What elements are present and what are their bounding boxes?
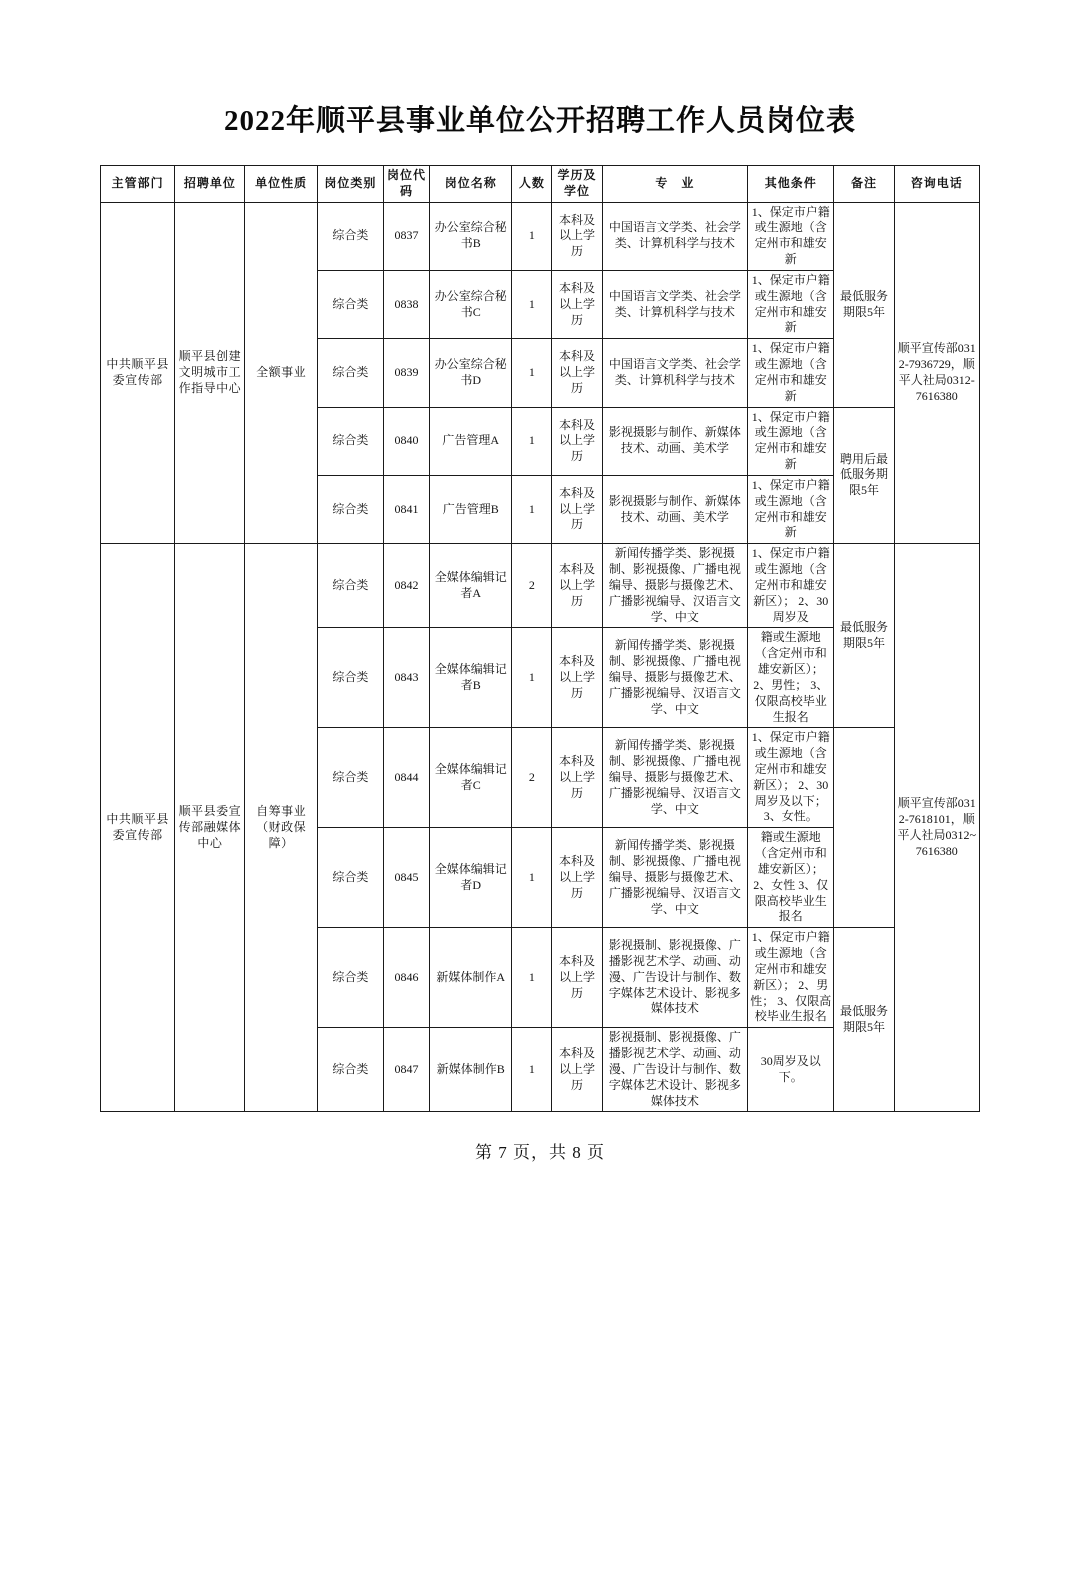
cell-phone: 顺平宣传部0312-7618101，顺平人社局0312~7616380 <box>894 544 979 1112</box>
cell-code: 0837 <box>383 202 429 270</box>
cell-major: 影视摄影与制作、新媒体技术、动画、美术学 <box>602 475 747 543</box>
header-education: 学历及学位 <box>552 166 602 203</box>
cell-count: 1 <box>512 407 552 475</box>
header-nature: 单位性质 <box>245 166 317 203</box>
cell-conditions: 1、保定市户籍或生源地（含定州市和雄安新区）； 2、男性； 3、仅限高校毕业生报名 <box>748 928 834 1028</box>
header-dept: 主管部门 <box>101 166 175 203</box>
cell-nature: 全额事业 <box>245 202 317 544</box>
cell-code: 0846 <box>383 928 429 1028</box>
cell-category: 综合类 <box>317 475 383 543</box>
cell-position-name: 办公室综合秘书B <box>430 202 512 270</box>
header-unit: 招聘单位 <box>175 166 245 203</box>
header-code: 岗位代码 <box>383 166 429 203</box>
cell-category: 综合类 <box>317 828 383 928</box>
cell-education: 本科及以上学历 <box>552 928 602 1028</box>
cell-major: 新闻传播学类、影视摄制、影视摄像、广播电视编导、摄影与摄像艺术、广播影视编导、汉语言文学、中文 <box>602 828 747 928</box>
cell-education: 本科及以上学历 <box>552 270 602 338</box>
cell-education: 本科及以上学历 <box>552 828 602 928</box>
cell-category: 综合类 <box>317 928 383 1028</box>
cell-dept: 中共顺平县委宣传部 <box>101 544 175 1112</box>
page-title: 2022年顺平县事业单位公开招聘工作人员岗位表 <box>223 105 856 137</box>
header-other-conditions: 其他条件 <box>748 166 834 203</box>
cell-count: 1 <box>512 628 552 728</box>
cell-major: 影视摄制、影视摄像、广播影视艺术学、动画、动漫、广告设计与制作、数字媒体艺术设计、影视多媒体技术 <box>602 1028 747 1112</box>
cell-major: 新闻传播学类、影视摄制、影视摄像、广播电视编导、摄影与摄像艺术、广播影视编导、汉语言文学、中文 <box>602 728 747 828</box>
header-phone: 咨询电话 <box>894 166 979 203</box>
cell-code: 0838 <box>383 270 429 338</box>
cell-code: 0840 <box>383 407 429 475</box>
cell-code: 0841 <box>383 475 429 543</box>
cell-education: 本科及以上学历 <box>552 475 602 543</box>
table-row <box>101 544 980 628</box>
cell-major: 新闻传播学类、影视摄制、影视摄像、广播电视编导、摄影与摄像艺术、广播影视编导、汉语言文学、中文 <box>602 628 747 728</box>
cell-position-name: 全媒体编辑记者B <box>430 628 512 728</box>
table-header-row <box>101 166 980 203</box>
cell-major: 影视摄制、影视摄像、广播影视艺术学、动画、动漫、广告设计与制作、数字媒体艺术设计、影视多媒体技术 <box>602 928 747 1028</box>
cell-dept: 中共顺平县委宣传部 <box>101 202 175 544</box>
cell-category: 综合类 <box>317 628 383 728</box>
cell-conditions: 1、保定市户籍或生源地（含定州市和雄安新 <box>748 475 834 543</box>
header-note: 备注 <box>834 166 894 203</box>
cell-conditions: 1、保定市户籍或生源地（含定州市和雄安新区）； 2、30周岁及以下； 3、女性。 <box>748 728 834 828</box>
cell-major: 影视摄影与制作、新媒体技术、动画、美术学 <box>602 407 747 475</box>
cell-conditions: 1、保定市户籍或生源地（含定州市和雄安新 <box>748 202 834 270</box>
cell-code: 0839 <box>383 339 429 407</box>
cell-education: 本科及以上学历 <box>552 628 602 728</box>
cell-major: 新闻传播学类、影视摄制、影视摄像、广播电视编导、摄影与摄像艺术、广播影视编导、汉语言文学、中文 <box>602 544 747 628</box>
cell-unit: 顺平县委宣传部融媒体中心 <box>175 544 245 1112</box>
cell-phone: 顺平宣传部0312-7936729，顺平人社局0312-7616380 <box>894 202 979 544</box>
cell-position-name: 办公室综合秘书C <box>430 270 512 338</box>
cell-count: 1 <box>512 928 552 1028</box>
cell-education: 本科及以上学历 <box>552 407 602 475</box>
cell-count: 2 <box>512 728 552 828</box>
cell-education: 本科及以上学历 <box>552 339 602 407</box>
cell-education: 本科及以上学历 <box>552 1028 602 1112</box>
cell-note: 最低服务期限5年 <box>834 544 894 728</box>
cell-conditions: 1、保定市户籍或生源地（含定州市和雄安新 <box>748 407 834 475</box>
cell-count: 1 <box>512 270 552 338</box>
cell-position-name: 办公室综合秘书D <box>430 339 512 407</box>
header-major: 专 业 <box>602 166 747 203</box>
table-row <box>101 202 980 270</box>
cell-code: 0847 <box>383 1028 429 1112</box>
cell-category: 综合类 <box>317 202 383 270</box>
header-name: 岗位名称 <box>430 166 512 203</box>
cell-code: 0842 <box>383 544 429 628</box>
cell-count: 1 <box>512 339 552 407</box>
cell-category: 综合类 <box>317 544 383 628</box>
table-header <box>101 166 980 203</box>
cell-code: 0843 <box>383 628 429 728</box>
cell-count: 1 <box>512 202 552 270</box>
cell-major: 中国语言文学类、社会学类、计算机科学与技术 <box>602 339 747 407</box>
cell-count: 2 <box>512 544 552 628</box>
cell-position-name: 广告管理B <box>430 475 512 543</box>
cell-position-name: 全媒体编辑记者C <box>430 728 512 828</box>
cell-code: 0844 <box>383 728 429 828</box>
cell-count: 1 <box>512 828 552 928</box>
cell-position-name: 新媒体制作A <box>430 928 512 1028</box>
cell-unit: 顺平县创建文明城市工作指导中心 <box>175 202 245 544</box>
cell-count: 1 <box>512 1028 552 1112</box>
cell-conditions: 籍或生源地（含定州市和雄安新区）； 2、男性； 3、仅限高校毕业生报名 <box>748 628 834 728</box>
cell-code: 0845 <box>383 828 429 928</box>
header-category: 岗位类别 <box>317 166 383 203</box>
cell-major: 中国语言文学类、社会学类、计算机科学与技术 <box>602 202 747 270</box>
cell-position-name: 全媒体编辑记者D <box>430 828 512 928</box>
cell-note: 最低服务期限5年 <box>834 928 894 1112</box>
document-page <box>0 98 1080 1583</box>
cell-nature: 自筹事业（财政保障） <box>245 544 317 1112</box>
cell-category: 综合类 <box>317 407 383 475</box>
cell-position-name: 新媒体制作B <box>430 1028 512 1112</box>
cell-conditions: 1、保定市户籍或生源地（含定州市和雄安新 <box>748 270 834 338</box>
cell-major: 中国语言文学类、社会学类、计算机科学与技术 <box>602 270 747 338</box>
header-count: 人数 <box>512 166 552 203</box>
cell-position-name: 广告管理A <box>430 407 512 475</box>
cell-note: 最低服务期限5年 <box>834 202 894 407</box>
cell-category: 综合类 <box>317 1028 383 1112</box>
page-footer: 第 7 页，共 8 页 <box>475 1143 605 1163</box>
cell-conditions: 籍或生源地（含定州市和雄安新区）； 2、女性 3、仅限高校毕业生报名 <box>748 828 834 928</box>
cell-education: 本科及以上学历 <box>552 728 602 828</box>
table-body <box>101 202 980 1112</box>
cell-conditions: 30周岁及以下。 <box>748 1028 834 1112</box>
cell-category: 综合类 <box>317 339 383 407</box>
cell-conditions: 1、保定市户籍或生源地（含定州市和雄安新区）； 2、30周岁及 <box>748 544 834 628</box>
cell-category: 综合类 <box>317 728 383 828</box>
cell-position-name: 全媒体编辑记者A <box>430 544 512 628</box>
cell-count: 1 <box>512 475 552 543</box>
cell-category: 综合类 <box>317 270 383 338</box>
cell-education: 本科及以上学历 <box>552 202 602 270</box>
cell-note: 聘用后最低服务期限5年 <box>834 407 894 544</box>
job-positions-table <box>100 165 980 1112</box>
cell-note <box>834 728 894 928</box>
cell-conditions: 1、保定市户籍或生源地（含定州市和雄安新 <box>748 339 834 407</box>
cell-education: 本科及以上学历 <box>552 544 602 628</box>
